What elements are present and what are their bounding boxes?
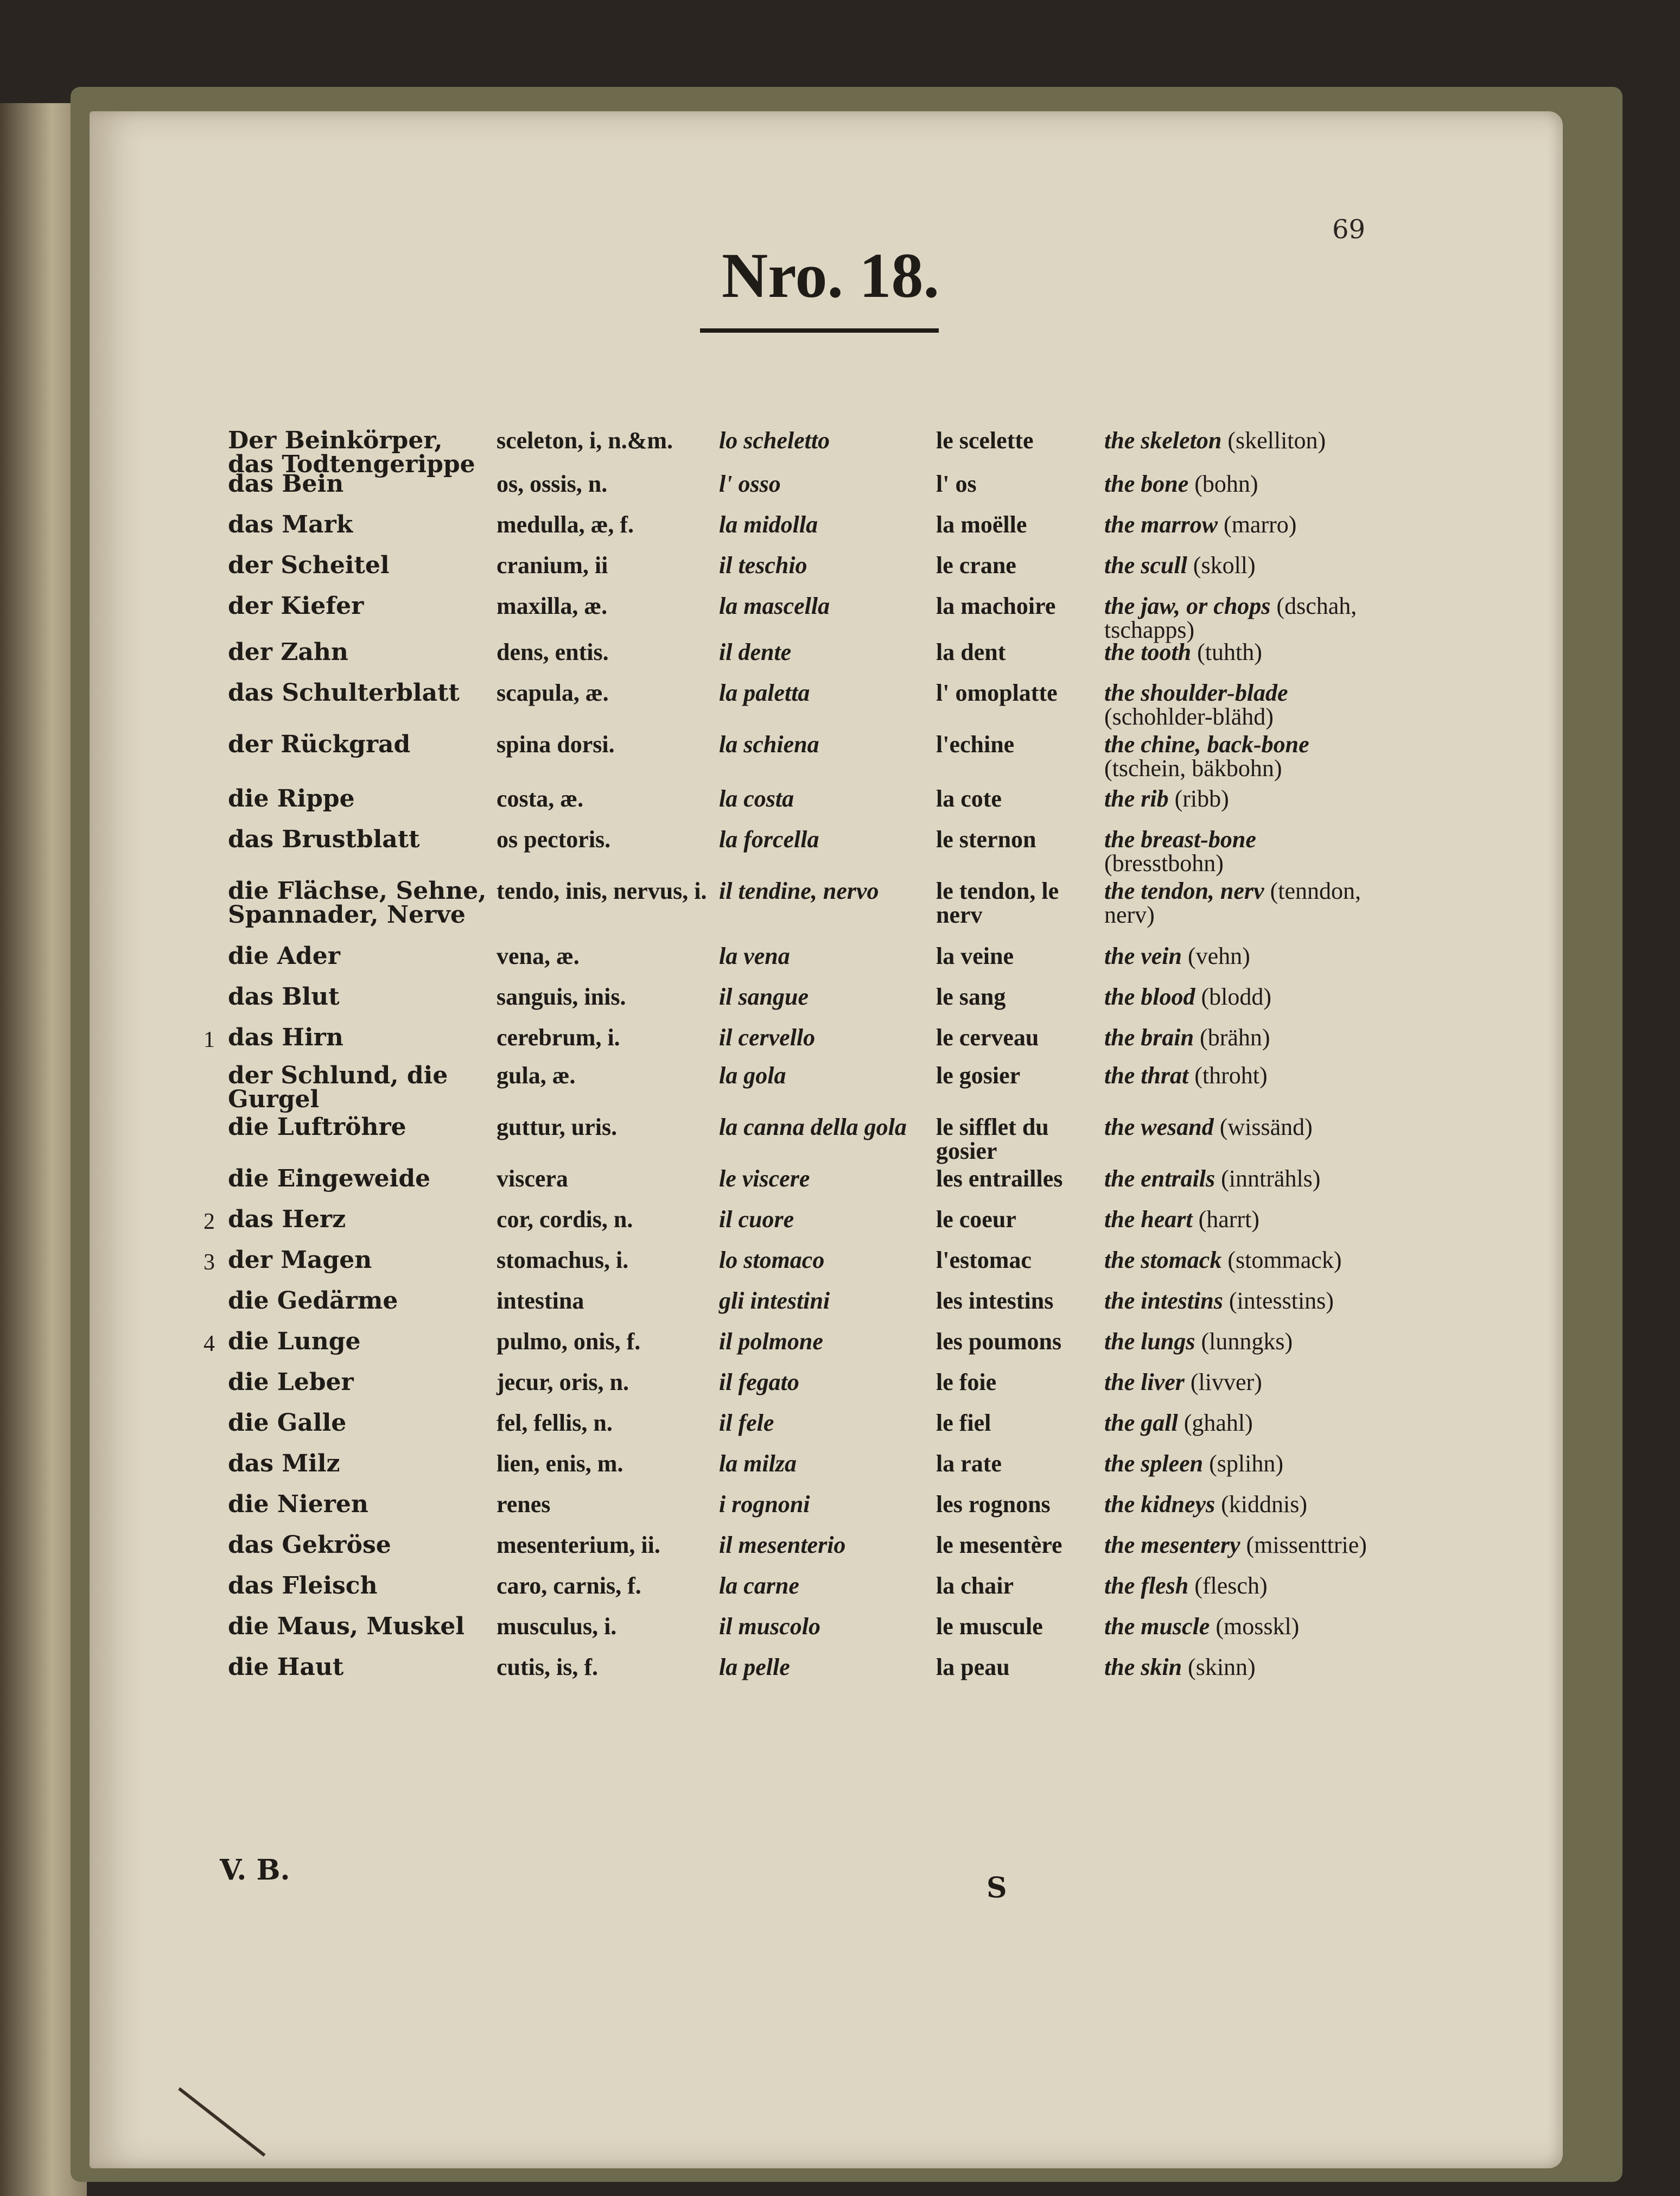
italian-term: il mesenterio xyxy=(719,1532,846,1558)
english-word: the jaw, or chops xyxy=(1104,593,1271,619)
english-pronunciation: (skoll) xyxy=(1193,552,1256,579)
german-term: das Blut xyxy=(228,983,340,1011)
french-term: le scelette xyxy=(936,427,1034,454)
row-number: 3 xyxy=(203,1250,215,1275)
french-term: le mesentère xyxy=(936,1532,1062,1558)
french-term: la veine xyxy=(936,943,1014,969)
english-pronunciation: (harrt) xyxy=(1198,1206,1259,1233)
french-term: le tendon, le nerv xyxy=(936,878,1059,928)
latin-term: cerebrum, i. xyxy=(497,1024,620,1051)
english-pronunciation: (livver) xyxy=(1190,1369,1262,1395)
english-word: the blood xyxy=(1104,983,1195,1010)
french-term: la cote xyxy=(936,785,1002,812)
german-term: die Rippe xyxy=(228,785,355,813)
italian-term: il fegato xyxy=(719,1369,799,1395)
italian-term: il polmone xyxy=(719,1328,823,1355)
english-word: the skin xyxy=(1104,1654,1182,1680)
english-term xyxy=(1104,1452,1283,1476)
english-word: the wesand xyxy=(1104,1114,1214,1140)
row-number: 4 xyxy=(203,1331,215,1356)
english-term xyxy=(1104,733,1376,780)
french-term: la rate xyxy=(936,1450,1002,1477)
german-term: das Fleisch xyxy=(228,1572,378,1600)
french-term: le sternon xyxy=(936,826,1036,853)
italian-term: lo scheletto xyxy=(719,427,830,454)
italian-term: la gola xyxy=(719,1062,786,1089)
german-term: das Hirn xyxy=(228,1024,343,1051)
catchword: S xyxy=(987,1871,1007,1905)
german-term: der Scheitel xyxy=(228,551,390,579)
english-pronunciation: (lunngks) xyxy=(1201,1328,1293,1355)
italian-term: la paletta xyxy=(719,680,810,706)
latin-term: cranium, ii xyxy=(497,552,608,579)
english-pronunciation: (bresstbohn) xyxy=(1104,850,1224,877)
english-pronunciation: (bohn) xyxy=(1194,471,1258,497)
english-pronunciation: (ghahl) xyxy=(1183,1410,1253,1436)
english-term xyxy=(1104,1167,1320,1191)
english-word: the mesentery xyxy=(1104,1532,1240,1558)
english-term xyxy=(1104,1615,1299,1639)
english-term xyxy=(1104,879,1376,927)
printer-signature: V. B. xyxy=(220,1854,290,1887)
page-corner-fold xyxy=(178,2087,265,2157)
french-term: le muscule xyxy=(936,1613,1043,1640)
german-term: der Rückgrad xyxy=(228,731,411,758)
italian-term: la vena xyxy=(719,943,790,969)
italian-term: il muscolo xyxy=(719,1613,821,1640)
english-word: the rib xyxy=(1104,785,1169,812)
english-pronunciation: (mosskl) xyxy=(1216,1613,1300,1640)
german-term: die Luftröhre xyxy=(228,1113,406,1141)
latin-term: os, ossis, n. xyxy=(497,471,608,497)
english-word: the flesh xyxy=(1104,1572,1189,1599)
english-term xyxy=(1104,944,1250,968)
german-term: die Nieren xyxy=(228,1490,368,1518)
german-term: die Haut xyxy=(228,1653,344,1681)
italian-term: gli intestini xyxy=(719,1287,830,1314)
italian-term: la forcella xyxy=(719,826,819,853)
english-pronunciation: (ribb) xyxy=(1174,785,1229,812)
row-number: 2 xyxy=(203,1209,215,1234)
english-pronunciation: (marro) xyxy=(1224,511,1297,538)
german-term: die Maus, Muskel xyxy=(228,1613,465,1640)
latin-term: musculus, i. xyxy=(497,1613,617,1640)
english-term xyxy=(1104,985,1271,1009)
german-term: das Brustblatt xyxy=(228,826,420,853)
italian-term: la mascella xyxy=(719,593,830,619)
french-term: l' omoplatte xyxy=(936,680,1058,706)
latin-term: mesenterium, ii. xyxy=(497,1532,660,1558)
french-term: la moëlle xyxy=(936,511,1027,538)
german-term: die Galle xyxy=(228,1409,347,1437)
french-term: les intestins xyxy=(936,1287,1054,1314)
english-term xyxy=(1104,1064,1268,1088)
english-term xyxy=(1104,828,1376,875)
latin-term: dens, entis. xyxy=(497,639,609,665)
german-term: das Gekröse xyxy=(228,1531,391,1559)
latin-term: sanguis, inis. xyxy=(497,983,626,1010)
french-term: la chair xyxy=(936,1572,1014,1599)
english-pronunciation: (stommack) xyxy=(1227,1247,1342,1273)
italian-term: la milza xyxy=(719,1450,797,1477)
english-pronunciation: (splihn) xyxy=(1209,1450,1283,1477)
french-term: l'echine xyxy=(936,731,1015,758)
english-word: the spleen xyxy=(1104,1450,1204,1477)
latin-term: cutis, is, f. xyxy=(497,1654,598,1680)
german-term: das Schulterblatt xyxy=(228,679,460,707)
english-word: the bone xyxy=(1104,471,1189,497)
english-term xyxy=(1104,594,1376,642)
english-pronunciation: (tschein, bäkbohn) xyxy=(1104,755,1282,782)
latin-term: renes xyxy=(497,1491,551,1518)
italian-term: lo stomaco xyxy=(719,1247,825,1273)
italian-term: il teschio xyxy=(719,552,807,579)
italian-term: la schiena xyxy=(719,731,819,758)
german-term: der Zahn xyxy=(228,638,348,666)
latin-term: tendo, inis, nervus, i. xyxy=(497,878,707,904)
latin-term: lien, enis, m. xyxy=(497,1450,623,1477)
latin-term: sceleton, i, n.&m. xyxy=(497,427,673,454)
german-term: der Schlund, die Gurgel xyxy=(228,1062,448,1113)
section-heading: Nro. 18. xyxy=(722,240,939,311)
english-pronunciation: (dschah, tschapps) xyxy=(1104,593,1357,643)
english-pronunciation: (skinn) xyxy=(1188,1654,1256,1680)
english-word: the kidneys xyxy=(1104,1491,1216,1518)
english-word: the entrails xyxy=(1104,1165,1216,1192)
english-pronunciation: (blodd) xyxy=(1201,983,1271,1010)
german-term: das Herz xyxy=(228,1205,346,1233)
italian-term: il dente xyxy=(719,639,792,665)
english-term xyxy=(1104,681,1376,729)
latin-term: guttur, uris. xyxy=(497,1114,618,1140)
english-pronunciation: (kiddnis) xyxy=(1221,1491,1307,1518)
heading-rule xyxy=(700,328,939,333)
english-term xyxy=(1104,554,1256,577)
german-term: die Lunge xyxy=(228,1328,361,1355)
french-term: l' os xyxy=(936,471,977,497)
latin-term: cor, cordis, n. xyxy=(497,1206,633,1233)
english-word: the liver xyxy=(1104,1369,1185,1395)
english-pronunciation: (throht) xyxy=(1194,1062,1268,1089)
italian-term: la pelle xyxy=(719,1654,790,1680)
german-term: der Kiefer xyxy=(228,592,364,620)
french-term: le cerveau xyxy=(936,1024,1039,1051)
latin-term: pulmo, onis, f. xyxy=(497,1328,641,1355)
italian-term: l' osso xyxy=(719,471,781,497)
english-word: the brain xyxy=(1104,1024,1194,1051)
latin-term: scapula, æ. xyxy=(497,680,609,706)
english-term xyxy=(1104,1533,1367,1557)
english-term xyxy=(1104,1330,1293,1354)
english-pronunciation: (intesstins) xyxy=(1229,1287,1334,1314)
italian-term: la canna della gola xyxy=(719,1114,907,1140)
row-number: 1 xyxy=(203,1027,215,1052)
english-term xyxy=(1104,1026,1270,1050)
english-pronunciation: (flesch) xyxy=(1194,1572,1268,1599)
english-term xyxy=(1104,1655,1256,1679)
english-pronunciation: (tuhth) xyxy=(1197,639,1262,665)
english-pronunciation: (brähn) xyxy=(1200,1024,1270,1051)
english-term xyxy=(1104,1248,1342,1272)
german-term: die Gedärme xyxy=(228,1287,398,1315)
latin-term: vena, æ. xyxy=(497,943,580,969)
english-pronunciation: (schohlder-blähd) xyxy=(1104,703,1274,730)
german-term: das Bein xyxy=(228,470,344,498)
italian-term: il sangue xyxy=(719,983,809,1010)
latin-term: caro, carnis, f. xyxy=(497,1572,641,1599)
english-term xyxy=(1104,1208,1259,1232)
german-term: Der Beinkörper, das Todtengerippe xyxy=(228,427,475,478)
german-term: die Eingeweide xyxy=(228,1165,431,1192)
french-term: la machoire xyxy=(936,593,1056,619)
english-word: the heart xyxy=(1104,1206,1193,1233)
french-term: le gosier xyxy=(936,1062,1021,1089)
latin-term: os pectoris. xyxy=(497,826,611,853)
french-term: le sang xyxy=(936,983,1006,1010)
english-word: the chine, back-bone xyxy=(1104,731,1309,758)
french-term: le coeur xyxy=(936,1206,1016,1233)
english-word: the stomack xyxy=(1104,1247,1222,1273)
english-word: the gall xyxy=(1104,1410,1178,1436)
french-term: les entrailles xyxy=(936,1165,1063,1192)
latin-term: costa, æ. xyxy=(497,785,584,812)
german-term: das Mark xyxy=(228,511,353,538)
english-word: the skeleton xyxy=(1104,427,1222,454)
english-term xyxy=(1104,1289,1334,1313)
latin-term: intestina xyxy=(497,1287,584,1314)
latin-term: gula, æ. xyxy=(497,1062,576,1089)
english-word: the lungs xyxy=(1104,1328,1195,1355)
latin-term: jecur, oris, n. xyxy=(497,1369,629,1395)
french-term: le crane xyxy=(936,552,1016,579)
french-term: les rognons xyxy=(936,1491,1051,1518)
page-number: 69 xyxy=(1332,214,1366,245)
english-term xyxy=(1104,1370,1262,1394)
german-term: die Leber xyxy=(228,1368,354,1396)
german-term: die Ader xyxy=(228,942,340,970)
latin-term: medulla, æ, f. xyxy=(497,511,634,538)
english-word: the muscle xyxy=(1104,1613,1210,1640)
french-term: la dent xyxy=(936,639,1006,665)
english-word: the thrat xyxy=(1104,1062,1189,1089)
french-term: le foie xyxy=(936,1369,997,1395)
english-pronunciation: (innträhls) xyxy=(1221,1165,1321,1192)
english-term xyxy=(1104,787,1229,811)
italian-term: la carne xyxy=(719,1572,799,1599)
english-word: the intestins xyxy=(1104,1287,1223,1314)
english-term xyxy=(1104,472,1258,496)
english-term xyxy=(1104,1411,1253,1435)
latin-term: viscera xyxy=(497,1165,568,1192)
german-term: die Flächse, Sehne, Spannader, Nerve xyxy=(228,877,487,929)
latin-term: maxilla, æ. xyxy=(497,593,608,619)
english-word: the tooth xyxy=(1104,639,1192,665)
french-term: la peau xyxy=(936,1654,1010,1680)
english-term xyxy=(1104,513,1296,537)
english-term xyxy=(1104,1115,1313,1139)
french-term: le sifflet du gosier xyxy=(936,1114,1049,1164)
italian-term: le viscere xyxy=(719,1165,810,1192)
french-term: le fiel xyxy=(936,1410,991,1436)
english-term xyxy=(1104,429,1326,453)
italian-term: il cervello xyxy=(719,1024,816,1051)
english-pronunciation: (missenttrie) xyxy=(1246,1532,1367,1558)
italian-term: il cuore xyxy=(719,1206,794,1233)
italian-term: la costa xyxy=(719,785,794,812)
english-word: the shoulder-blade xyxy=(1104,680,1288,706)
english-word: the vein xyxy=(1104,943,1182,969)
english-term xyxy=(1104,1574,1268,1598)
english-pronunciation: (tenndon, nerv) xyxy=(1104,878,1361,928)
english-word: the scull xyxy=(1104,552,1187,579)
english-term xyxy=(1104,640,1262,664)
french-term: les poumons xyxy=(936,1328,1062,1355)
german-term: der Magen xyxy=(228,1246,372,1274)
latin-term: fel, fellis, n. xyxy=(497,1410,613,1436)
german-term: das Milz xyxy=(228,1450,340,1477)
italian-term: il fele xyxy=(719,1410,774,1436)
english-word: the marrow xyxy=(1104,511,1218,538)
english-pronunciation: (wissänd) xyxy=(1219,1114,1313,1140)
french-term: l'estomac xyxy=(936,1247,1032,1273)
english-term xyxy=(1104,1493,1307,1516)
latin-term: spina dorsi. xyxy=(497,731,615,758)
latin-term: stomachus, i. xyxy=(497,1247,629,1273)
italian-term: il tendine, nervo xyxy=(719,878,879,904)
italian-term: i rognoni xyxy=(719,1491,810,1518)
english-pronunciation: (skelliton) xyxy=(1227,427,1326,454)
english-pronunciation: (vehn) xyxy=(1187,943,1250,969)
english-word: the breast-bone xyxy=(1104,826,1256,853)
italian-term: la midolla xyxy=(719,511,818,538)
english-word: the tendon, nerv xyxy=(1104,878,1264,904)
